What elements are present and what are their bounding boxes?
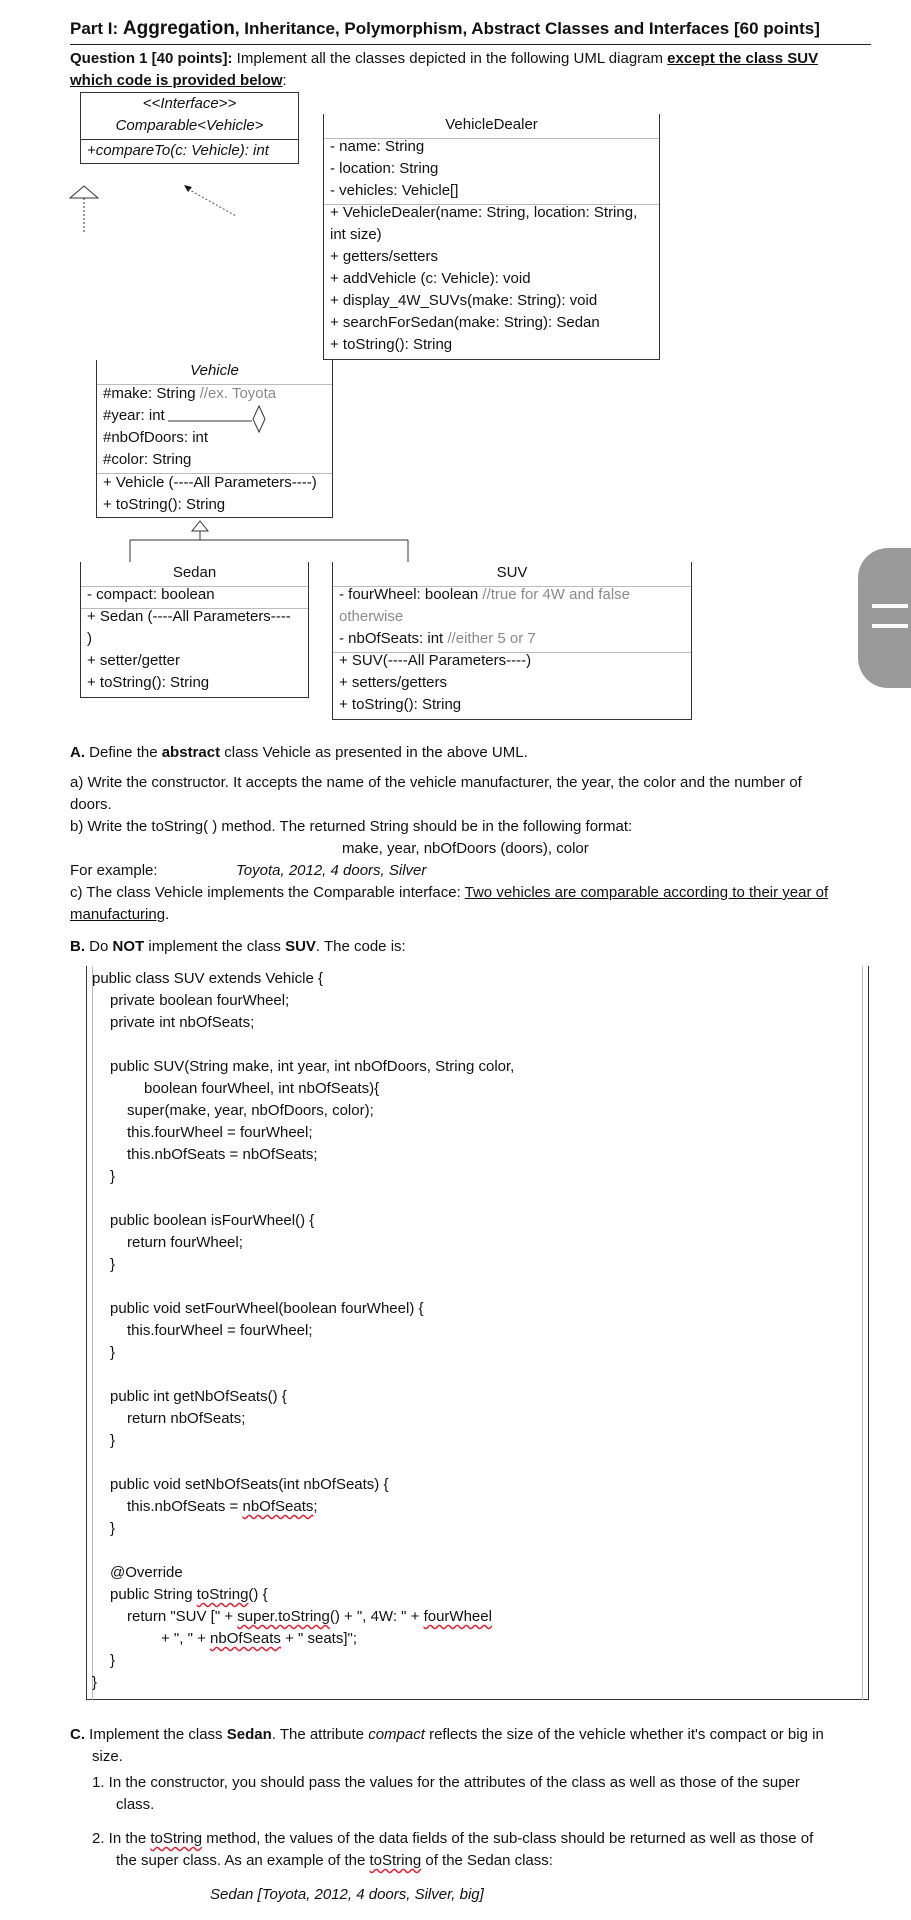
uml-sedan <box>80 562 309 698</box>
code-token: + ", " + <box>161 1630 211 1647</box>
dealer-method: + getters/setters <box>330 248 438 265</box>
code-line: this.fourWheel = fourWheel; <box>127 1322 313 1339</box>
suv-word: SUV <box>285 938 316 955</box>
section-b-heading <box>70 938 406 955</box>
section-c-text-2: . The attribute <box>271 1726 369 1743</box>
section-c-item-2-cont <box>116 1852 553 1869</box>
section-a-label: A. <box>70 744 85 761</box>
section-b-text: Do <box>85 938 113 955</box>
code-line: return nbOfSeats; <box>127 1410 246 1427</box>
code-token: () + ", 4W: " + <box>329 1608 424 1625</box>
code-line: } <box>110 1168 116 1185</box>
dealer-method: + addVehicle (c: Vehicle): void <box>330 270 531 287</box>
section-b-label: B. <box>70 938 85 955</box>
section-a-text-2: class Vehicle as presented in the above UML. <box>220 744 528 761</box>
comparable-method: +compareTo(c: Vehicle): int <box>87 142 269 159</box>
item-2-text-2: method, the values of the data fields of the sub-class should be returned as well as those of <box>202 1830 814 1847</box>
q1-label: Question 1 [40 points]: <box>70 50 233 67</box>
code-token: ; <box>313 1498 318 1515</box>
code-line: } <box>110 1256 116 1273</box>
suv-seats-comment: //either 5 or 7 <box>447 630 536 647</box>
code-line: private int nbOfSeats; <box>110 1014 255 1031</box>
example-value: Toyota, 2012, 4 doors, Silver <box>236 862 427 879</box>
code-line: public boolean isFourWheel() { <box>110 1212 315 1229</box>
part-label: Part I: <box>70 19 119 38</box>
tostring-format: make, year, nbOfDoors (doors), color <box>342 840 589 857</box>
sedan-attr: - compact: boolean <box>87 586 215 603</box>
vehicle-make-comment: //ex. Toyota <box>199 385 277 402</box>
side-panel-tab[interactable] <box>858 548 911 688</box>
dealer-method: + display_4W_SUVs(make: String): void <box>330 292 598 309</box>
code-token: return "SUV [" + <box>127 1608 238 1625</box>
vehicle-tostring: + toString(): String <box>103 496 226 513</box>
suv-tostring: + toString(): String <box>339 696 462 713</box>
dependency-arrowhead <box>184 185 192 192</box>
vehicle-attr-year: #year: int <box>103 407 165 424</box>
dealer-attr: - location: String <box>330 160 439 177</box>
example-label: For example: <box>70 862 158 879</box>
code-token: this.nbOfSeats = <box>127 1498 243 1515</box>
vehicle-attr-color: #color: String <box>103 451 192 468</box>
suv-fw: - fourWheel: boolean <box>339 586 483 603</box>
suv-fw-comment-2: otherwise <box>339 608 404 625</box>
suv-fw-comment: //true for 4W and false <box>482 586 630 603</box>
vehicle-name: Vehicle <box>190 362 239 379</box>
aggregation-word: Aggregation <box>122 18 235 39</box>
code-line: public int getNbOfSeats() { <box>110 1388 287 1405</box>
code-line: boolean fourWheel, int nbOfSeats){ <box>144 1080 380 1097</box>
section-c-label: C. <box>70 1726 85 1743</box>
dealer-attr: - name: String <box>330 138 425 155</box>
code-line: return fourWheel; <box>127 1234 243 1251</box>
section-a-c-end: . <box>165 906 170 923</box>
section-a-item-a: a) Write the constructor. It accepts the name of the vehicle manufacturer, the year, the color and the number of <box>70 774 802 791</box>
code-line: private boolean fourWheel; <box>110 992 290 1009</box>
section-a-c-underlined-2: manufacturing <box>70 906 166 923</box>
dependency-line <box>188 189 236 216</box>
dealer-method: + VehicleDealer(name: String, location: String, <box>330 204 638 221</box>
vehicle-make: #make: String <box>103 385 200 402</box>
code-line <box>110 1586 268 1603</box>
vehicle-attr-doors: #nbOfDoors: int <box>103 429 209 446</box>
tab-grip-line <box>872 604 908 608</box>
code-token: public String <box>110 1586 197 1603</box>
item-2-tostring: toString <box>150 1830 203 1847</box>
vehicle-ctor: + Vehicle (----All Parameters----) <box>103 474 317 491</box>
realization-arrowhead <box>70 186 98 198</box>
code-line <box>127 1608 492 1625</box>
section-c-heading <box>70 1726 824 1743</box>
item-2-text-3: the super class. As an example of the <box>116 1852 370 1869</box>
code-line: this.fourWheel = fourWheel; <box>127 1124 313 1141</box>
dealer-name: VehicleDealer <box>445 116 538 133</box>
code-line: @Override <box>110 1564 183 1581</box>
suv-attr-seats <box>339 630 536 647</box>
item-2-text-4: of the Sedan class: <box>421 1852 553 1869</box>
code-line: } <box>110 1432 116 1449</box>
section-a-text: Define the <box>85 744 162 761</box>
section-b-text-2: implement the class <box>144 938 286 955</box>
section-a-item-c <box>70 884 828 901</box>
section-c-item-1-cont: class. <box>116 1796 155 1813</box>
uml-suv <box>332 562 692 720</box>
abstract-word: abstract <box>161 744 221 761</box>
code-token: nbOfSeats <box>242 1498 314 1515</box>
dealer-method: int size) <box>330 226 382 243</box>
section-c-text-3: reflects the size of the vehicle whether it's compact or big in <box>424 1726 824 1743</box>
section-c-text: Implement the class <box>85 1726 227 1743</box>
section-a-item-a-cont: doors. <box>70 796 112 813</box>
sedan-word: Sedan <box>226 1726 272 1743</box>
vehicle-attr-make <box>103 385 276 402</box>
section-a-item-c-cont <box>70 906 169 923</box>
code-line: } <box>110 1344 116 1361</box>
code-line: super(make, year, nbOfDoors, color); <box>127 1102 374 1119</box>
code-line: public void setFourWheel(boolean fourWheel) { <box>110 1300 424 1317</box>
code-token: + " seats]"; <box>280 1630 358 1647</box>
code-line: } <box>110 1652 116 1669</box>
section-a-item-b: b) Write the toString( ) method. The returned String should be in the following format: <box>70 818 633 835</box>
suv-ctor: + SUV(----All Parameters----) <box>339 652 532 669</box>
dealer-method: + toString(): String <box>330 336 453 353</box>
code-token: super.toString <box>237 1608 330 1625</box>
uml-vehicle <box>96 360 333 518</box>
item-2-tostring-2: toString <box>369 1852 422 1869</box>
not-word: NOT <box>112 938 145 955</box>
sedan-method: + setter/getter <box>87 652 180 669</box>
q1-emph-1: except the class SUV <box>667 50 819 67</box>
q1-end: : <box>282 72 287 89</box>
sedan-name: Sedan <box>172 564 217 581</box>
suv-seats: - nbOfSeats: int <box>339 630 448 647</box>
comparable-name: Comparable<Vehicle> <box>115 117 264 134</box>
code-line: public void setNbOfSeats(int nbOfSeats) { <box>110 1476 389 1493</box>
item-2-text: 2. In the <box>92 1830 151 1847</box>
tab-grip-line <box>872 624 908 628</box>
section-c-item-2 <box>92 1830 813 1847</box>
comparable-stereotype: <<Interface>> <box>142 95 237 112</box>
code-line: } <box>92 1674 98 1691</box>
suv-name: SUV <box>496 564 528 581</box>
code-line: this.nbOfSeats = nbOfSeats; <box>127 1146 318 1163</box>
suv-attr-fourwheel <box>339 586 630 603</box>
code-line <box>127 1498 318 1515</box>
code-token: fourWheel <box>423 1608 492 1625</box>
code-token: () { <box>248 1586 268 1603</box>
section-a-c-text: c) The class Vehicle implements the Comparable interface: <box>70 884 465 901</box>
code-line <box>161 1630 357 1647</box>
section-c-item-1: 1. In the constructor, you should pass the values for the attributes of the class as well as those of the super <box>92 1774 800 1791</box>
code-token: toString <box>196 1586 249 1603</box>
compact-word: compact <box>368 1726 425 1743</box>
suv-setters: + setters/getters <box>339 674 447 691</box>
code-line: } <box>110 1520 116 1537</box>
section-a-heading <box>70 744 528 761</box>
q1-body: Implement all the classes depicted in the following UML diagram <box>232 50 668 67</box>
sedan-method: + toString(): String <box>87 674 210 691</box>
q1-emph-2: which code is provided below <box>70 72 283 89</box>
title-rest: , Inheritance, Polymorphism, Abstract Classes and Interfaces [60 points] <box>234 19 820 38</box>
section-c-cont: size. <box>92 1748 123 1765</box>
sedan-tostring-example: Sedan [Toyota, 2012, 4 doors, Silver, big] <box>210 1886 484 1903</box>
section-b-text-3: . The code is: <box>315 938 406 955</box>
code-token: nbOfSeats <box>210 1630 281 1647</box>
dealer-attr: - vehicles: Vehicle[] <box>330 182 459 199</box>
sedan-method: ) <box>87 630 92 647</box>
code-line: public class SUV extends Vehicle { <box>92 970 323 987</box>
dealer-method: + searchForSedan(make: String): Sedan <box>330 314 600 331</box>
inheritance-arrowhead <box>192 521 208 531</box>
code-line: public SUV(String make, int year, int nbOfDoors, String color, <box>110 1058 515 1075</box>
sedan-method: + Sedan (----All Parameters---- <box>87 608 291 625</box>
section-a-c-underlined: Two vehicles are comparable according to their year of <box>464 884 829 901</box>
